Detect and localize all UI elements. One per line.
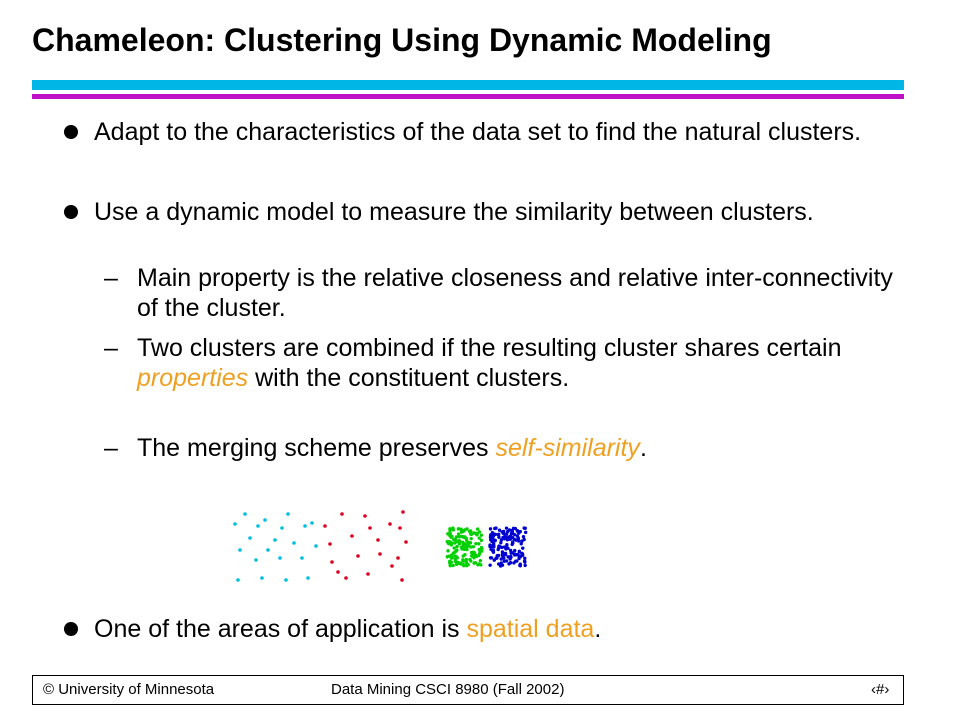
- blue-point: [521, 554, 524, 557]
- green-point: [454, 554, 457, 557]
- green-point: [478, 530, 481, 533]
- blue-point: [501, 551, 504, 554]
- red-point: [390, 564, 394, 568]
- green-point: [479, 559, 482, 562]
- green-point: [475, 555, 478, 558]
- bullet-dot-icon: [64, 622, 78, 636]
- highlight-spatial-data: spatial data: [466, 615, 595, 643]
- blue-point: [498, 528, 501, 531]
- blue-point: [511, 541, 514, 544]
- red-point: [366, 572, 370, 576]
- blue-point: [496, 548, 499, 551]
- blue-point: [495, 556, 498, 559]
- sub-bullet-dash: –: [104, 334, 118, 362]
- green-point: [468, 558, 471, 561]
- cyan-point: [292, 541, 296, 545]
- sub-bullet-combine-text: Two clusters are combined if the resulting cluster shares certain: [137, 334, 842, 362]
- blue-point: [517, 537, 520, 540]
- green-point: [457, 539, 460, 542]
- cyan-point: [280, 526, 284, 530]
- green-point: [462, 564, 465, 567]
- blue-point: [509, 538, 512, 541]
- green-point: [474, 542, 477, 545]
- green-point: [455, 549, 458, 552]
- sub-bullet-dash: –: [104, 434, 118, 462]
- red-point: [398, 526, 402, 530]
- cluster-figure: [220, 498, 540, 588]
- red-point: [376, 538, 380, 542]
- blue-point: [524, 531, 527, 534]
- cyan-point: [273, 538, 277, 542]
- green-point: [475, 533, 478, 536]
- cyan-point: [266, 548, 270, 552]
- cyan-point: [306, 576, 310, 580]
- blue-point: [506, 530, 509, 533]
- blue-point: [499, 564, 502, 567]
- blue-point: [503, 545, 506, 548]
- blue-point: [500, 561, 503, 564]
- sub-bullet-merging: [137, 433, 907, 463]
- green-point: [476, 527, 479, 530]
- blue-point: [493, 527, 496, 530]
- blue-point: [511, 551, 514, 554]
- title-rule-magenta: [32, 94, 904, 99]
- green-point: [467, 541, 470, 544]
- blue-point: [493, 558, 496, 561]
- blue-point: [503, 560, 506, 563]
- green-point: [463, 553, 466, 556]
- title-rule-cyan: [32, 80, 904, 90]
- green-point: [449, 564, 452, 567]
- blue-point: [509, 555, 512, 558]
- green-point: [452, 538, 455, 541]
- blue-point: [524, 526, 527, 529]
- green-point: [451, 564, 454, 567]
- cyan-point: [260, 576, 264, 580]
- bullet-spatial-text: One of the areas of application is: [94, 615, 467, 643]
- blue-point: [514, 527, 517, 530]
- blue-point: [501, 536, 504, 539]
- blue-point: [523, 560, 526, 563]
- footer-course: Data Mining CSCI 8980 (Fall 2002): [331, 681, 565, 698]
- sub-bullet-merging-text-end: .: [639, 434, 647, 462]
- blue-point: [488, 563, 491, 566]
- blue-point: [507, 562, 510, 565]
- slide-title: Chameleon: Clustering Using Dynamic Modeling: [32, 22, 772, 58]
- blue-point: [523, 557, 526, 560]
- blue-point: [493, 539, 496, 542]
- cyan-point: [254, 558, 258, 562]
- cyan-point: [286, 512, 290, 516]
- green-point: [472, 561, 475, 564]
- green-point: [446, 549, 449, 552]
- green-point: [463, 543, 466, 546]
- blue-point: [502, 556, 505, 559]
- highlight-properties: properties: [137, 364, 249, 392]
- sub-bullet-dash: –: [104, 264, 118, 292]
- cyan-point: [278, 556, 282, 560]
- green-point: [451, 526, 454, 529]
- sub-bullet-main-property: Main property is the relative closeness and relative inter-connectivity of the cluster.: [137, 264, 893, 322]
- red-point: [396, 556, 400, 560]
- red-point: [401, 510, 405, 514]
- blue-point: [497, 533, 500, 536]
- cyan-point: [256, 524, 260, 528]
- red-point: [368, 526, 372, 530]
- cyan-point: [310, 521, 314, 525]
- red-point: [328, 542, 332, 546]
- blue-point: [522, 538, 525, 541]
- cyan-point: [303, 524, 307, 528]
- green-point: [448, 532, 451, 535]
- blue-point: [513, 538, 516, 541]
- green-point: [477, 562, 480, 565]
- green-point: [478, 536, 481, 539]
- green-point: [480, 549, 483, 552]
- cyan-point: [233, 522, 237, 526]
- blue-point: [520, 542, 523, 545]
- blue-point: [523, 564, 526, 567]
- red-point: [340, 512, 344, 516]
- red-point: [378, 552, 382, 556]
- bullet-dynamic-model: Use a dynamic model to measure the similarity between clusters.: [94, 198, 814, 226]
- highlight-self-similarity: self-similarity: [495, 434, 640, 462]
- red-point: [336, 570, 340, 574]
- red-point: [344, 576, 348, 580]
- green-point: [459, 561, 462, 564]
- red-point: [330, 560, 334, 564]
- green-point: [472, 545, 475, 548]
- blue-point: [492, 534, 495, 537]
- cyan-point: [243, 512, 247, 516]
- green-point: [461, 541, 464, 544]
- cyan-point: [314, 544, 318, 548]
- green-point: [447, 541, 450, 544]
- sub-bullet-combine: [137, 333, 907, 393]
- bullet-dot-icon: [64, 205, 78, 219]
- green-point: [477, 542, 480, 545]
- blue-point: [521, 546, 524, 549]
- blue-cluster: [488, 526, 527, 567]
- blue-point: [517, 557, 520, 560]
- red-point: [404, 540, 408, 544]
- cyan-point: [236, 578, 240, 582]
- blue-point: [490, 556, 493, 559]
- red-point: [400, 578, 404, 582]
- green-point: [453, 546, 456, 549]
- green-point: [461, 530, 464, 533]
- green-point: [450, 560, 453, 563]
- green-cluster: [446, 526, 484, 567]
- green-point: [454, 558, 457, 561]
- blue-point: [514, 553, 517, 556]
- red-point: [363, 514, 367, 518]
- green-point: [464, 546, 467, 549]
- bullet-spatial-text-end: .: [594, 615, 602, 643]
- green-point: [457, 532, 460, 535]
- green-point: [470, 533, 473, 536]
- green-point: [465, 537, 468, 540]
- footer-bar: [32, 675, 904, 705]
- red-point: [356, 554, 360, 558]
- cyan-point: [248, 536, 252, 540]
- footer-copyright: © University of Minnesota: [43, 681, 215, 698]
- green-point: [469, 537, 472, 540]
- blue-point: [489, 527, 492, 530]
- blue-point: [511, 532, 514, 535]
- red-cluster: [323, 510, 408, 582]
- footer-slide-number: ‹#›: [871, 681, 890, 698]
- sub-bullet-merging-text: The merging scheme preserves: [137, 434, 496, 462]
- sub-bullet-combine-text-end: with the constituent clusters.: [248, 364, 570, 392]
- blue-point: [492, 551, 495, 554]
- cyan-cluster: [233, 512, 318, 582]
- blue-point: [505, 526, 508, 529]
- red-point: [350, 534, 354, 538]
- green-point: [466, 563, 469, 566]
- green-point: [480, 533, 483, 536]
- blue-point: [497, 545, 500, 548]
- bullet-adapt: Adapt to the characteristics of the data set to find the natural clusters.: [94, 118, 862, 146]
- blue-point: [512, 561, 515, 564]
- green-point: [458, 542, 461, 545]
- bullet-spatial-data: [94, 614, 914, 644]
- green-point: [461, 559, 464, 562]
- bullet-dot-icon: [64, 125, 78, 139]
- blue-point: [517, 531, 520, 534]
- blue-point: [492, 545, 495, 548]
- green-point: [450, 553, 453, 556]
- cyan-point: [238, 548, 242, 552]
- green-point: [450, 541, 453, 544]
- blue-point: [522, 535, 525, 538]
- red-point: [388, 522, 392, 526]
- cyan-point: [284, 578, 288, 582]
- cyan-point: [300, 556, 304, 560]
- blue-point: [519, 563, 522, 566]
- green-point: [471, 551, 474, 554]
- blue-point: [491, 531, 494, 534]
- red-point: [323, 524, 327, 528]
- cyan-point: [263, 518, 267, 522]
